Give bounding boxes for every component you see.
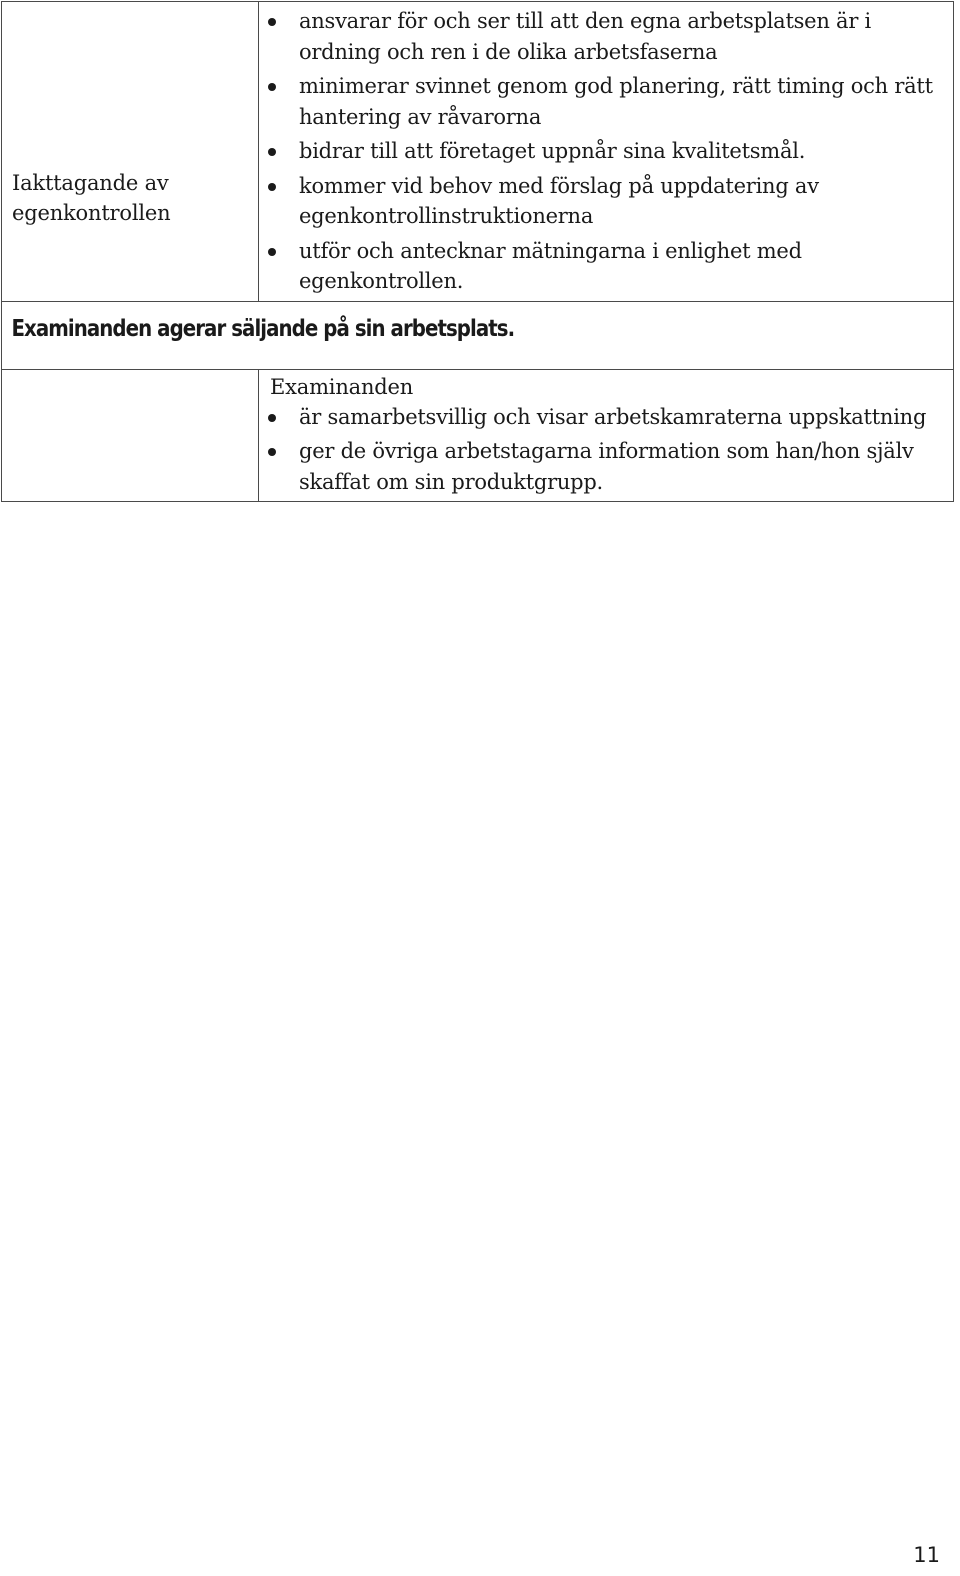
list-item-text: ansvarar för och ser till att den egna arbetsplatsen är i ordning och ren i de olika arbetsfaserna — [299, 9, 871, 64]
list-intro: Examinanden — [270, 374, 414, 399]
criteria-label-cell — [2, 2, 259, 302]
criteria-list-cell — [259, 2, 954, 302]
bullet-icon — [268, 83, 276, 91]
list-item — [259, 436, 945, 497]
list-item-text: minimerar svinnet genom god planering, rätt timing och rätt hantering av råvarorna — [299, 74, 933, 129]
criteria-label: Iakttagande av egenkontrollen — [12, 171, 171, 225]
list-item-text: kommer vid behov med förslag på uppdatering av egenkontrollinstruktionerna — [299, 173, 819, 228]
bullet-icon — [268, 248, 276, 256]
page-number: 11 — [913, 1543, 940, 1567]
criteria-list — [259, 402, 953, 498]
list-item — [259, 136, 945, 167]
list-item-text: är samarbetsvillig och visar arbetskamraterna uppskattning — [299, 404, 927, 429]
table-row — [2, 301, 954, 369]
list-item-text: utför och antecknar mätningarna i enlighet med egenkontrollen. — [299, 238, 802, 293]
bullet-icon — [268, 148, 276, 156]
bullet-icon — [268, 448, 276, 456]
section-heading-cell — [2, 301, 954, 369]
table-row — [2, 369, 954, 502]
section-heading: Examinanden agerar säljande på sin arbetsplats. — [11, 315, 515, 342]
criteria-list-cell — [259, 369, 954, 502]
list-item — [259, 6, 945, 67]
list-item — [259, 236, 945, 297]
bullet-icon — [268, 183, 276, 191]
empty-label-cell — [2, 369, 259, 502]
list-item — [259, 171, 945, 232]
list-item-text: bidrar till att företaget uppnår sina kvalitetsmål. — [299, 139, 806, 163]
criteria-list — [259, 2, 953, 297]
table-row — [2, 2, 954, 302]
bullet-icon — [268, 18, 276, 26]
bullet-icon — [268, 414, 276, 422]
list-item — [259, 71, 945, 132]
list-item-text: ger de övriga arbetstagarna information som han/hon själv skaffat om sin produktgrupp. — [299, 439, 914, 494]
list-item — [259, 402, 945, 433]
assessment-table — [1, 1, 954, 502]
